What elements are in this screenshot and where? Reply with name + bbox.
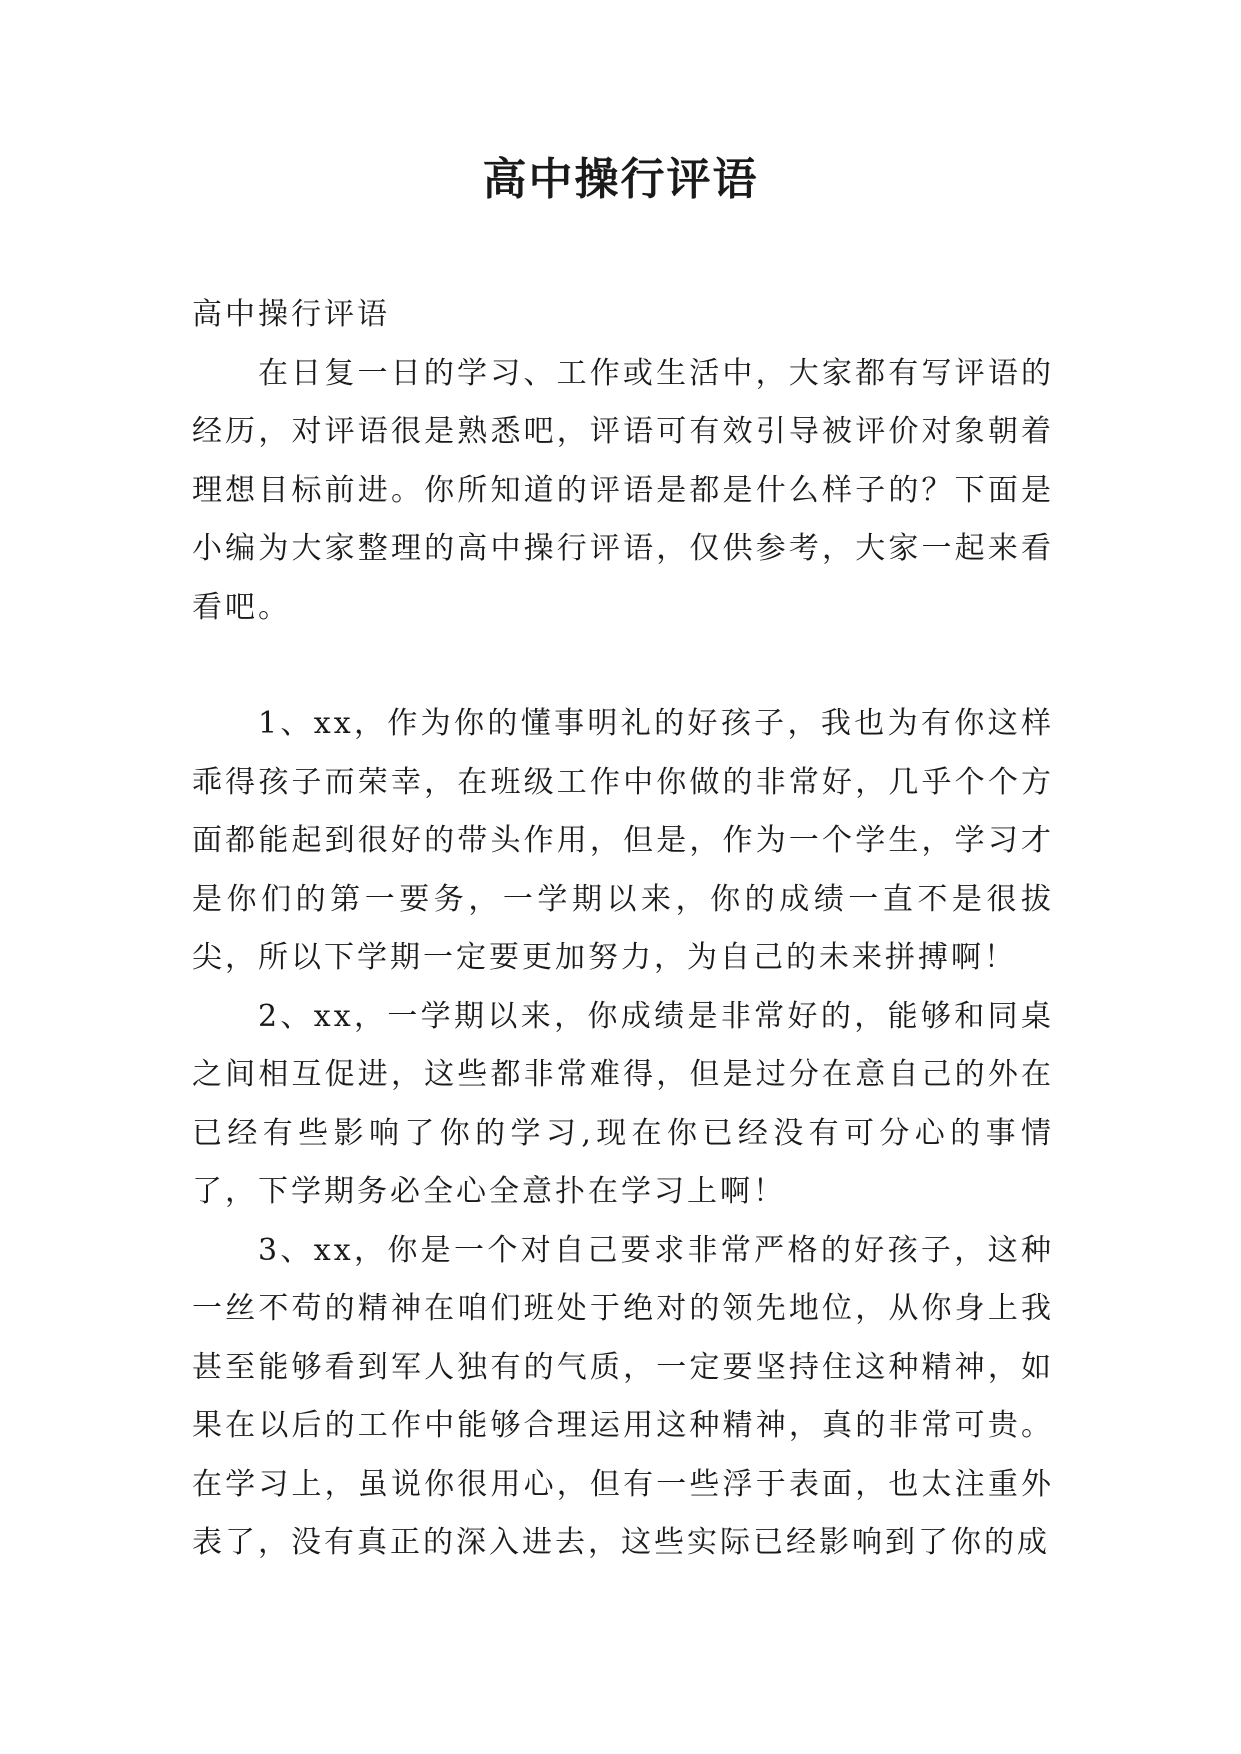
page-title: 高中操行评语 — [482, 154, 759, 205]
comment-paragraph-3: 3、xx，你是一个对自己要求非常严格的好孩子，这种一丝不苟的精神在咱们班处于绝对的领先地位，从你身上我甚至能够看到军人独有的气质，一定要坚持住这种精神，如果在以后的工作中能够合理运用这种精神，真的非常可贵。在学习上，虽说你很用心，但有一些浮于表面，也太注重外表了，没有真正的深入进去，这些实际已经影响到了你的成 — [192, 1232, 1054, 1560]
document-body — [192, 286, 1054, 1573]
comment-paragraph-2: 2、xx，一学期以来，你成绩是非常好的，能够和同桌之间相互促进，这些都非常难得，但是过分在意自己的外在已经有些影响了你的学习,现在你已经没有可分心的事情了，下学期务必全心全意扑在学习上啊！ — [192, 998, 1054, 1209]
comment-paragraph-1: 1、xx，作为你的懂事明礼的好孩子，我也为有你这样乖得孩子而荣幸，在班级工作中你做的非常好，几乎个个方面都能起到很好的带头作用，但是，作为一个学生，学习才是你们的第一要务，一学期以来，你的成绩一直不是很拔尖，所以下学期一定要更加努力，为自己的未来拼搏啊！ — [192, 706, 1054, 975]
paragraph-gap — [192, 637, 1054, 695]
document-subtitle: 高中操行评语 — [192, 297, 390, 332]
intro-paragraph: 在日复一日的学习、工作或生活中，大家都有写评语的经历，对评语很是熟悉吧，评语可有效引导被评价对象朝着理想目标前进。你所知道的评语是都是什么样子的？下面是小编为大家整理的高中操行评语，仅供参考，大家一起来看看吧。 — [192, 355, 1054, 625]
